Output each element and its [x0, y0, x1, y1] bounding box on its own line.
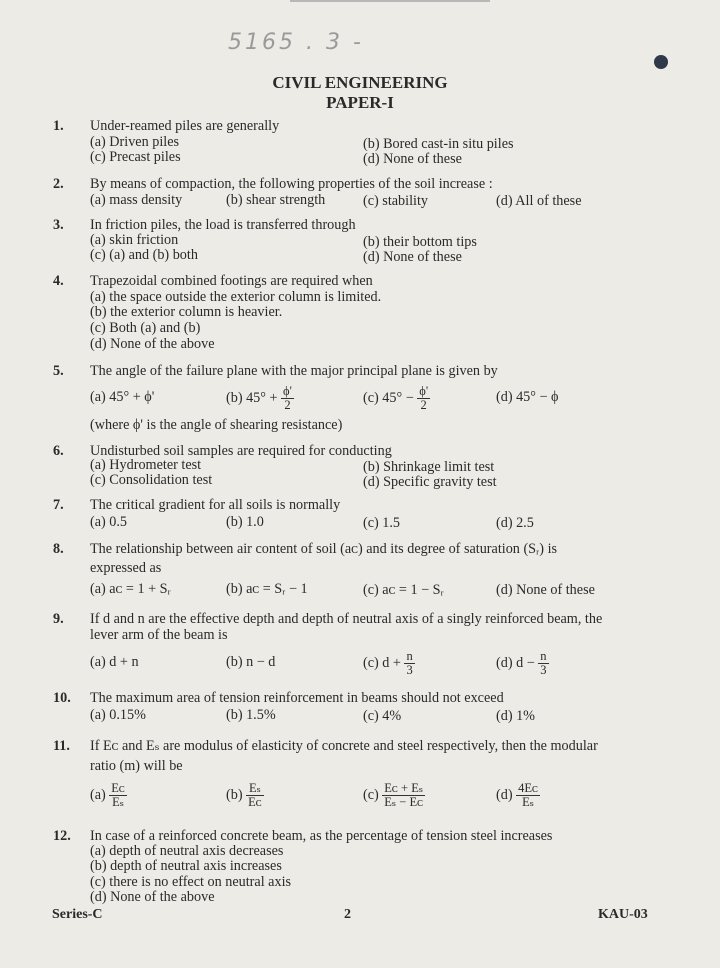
option-d: (d) None of these	[363, 249, 462, 265]
option-label: (d)	[496, 787, 513, 803]
option-b: (b) depth of neutral axis increases	[90, 858, 282, 874]
option-c: (c) 1.5	[363, 515, 401, 531]
page-title: CIVIL ENGINEERING	[272, 73, 448, 92]
fraction-denominator: Eₛ − Eᴄ	[384, 795, 424, 810]
option-b: (b) aᴄ = Sᵣ − 1	[226, 581, 308, 597]
question-number: 2.	[53, 176, 64, 192]
option-d: (d) None of these	[496, 582, 595, 598]
option-d: (d) Specific gravity test	[363, 474, 497, 490]
option-b: (b) Shrinkage limit test	[363, 459, 495, 475]
option-label: (a)	[90, 787, 106, 803]
fraction-numerator: ϕ'	[419, 384, 429, 399]
option-c	[363, 780, 425, 810]
option-d: (d) All of these	[496, 193, 582, 209]
option-a	[90, 780, 127, 810]
question-number: 8.	[53, 541, 64, 557]
question-stem: In friction piles, the load is transferred through	[90, 217, 356, 233]
fraction-denominator: 2	[284, 398, 291, 413]
fraction-denominator: Eᴄ	[248, 795, 262, 810]
fraction	[417, 385, 430, 412]
option-c	[363, 648, 415, 678]
option-a: (a) Driven piles	[90, 134, 180, 150]
option-a: (a) depth of neutral axis decreases	[90, 843, 284, 859]
option-b: (b) 1.5%	[226, 707, 276, 723]
question-stem-continued: ratio (m) will be	[90, 758, 183, 774]
option-c: (c) Precast piles	[90, 149, 181, 165]
question-stem: Trapezoidal combined footings are required when	[90, 273, 373, 289]
handwritten-note: 5165 . 3 -	[228, 30, 364, 55]
option-b	[226, 383, 294, 413]
fraction-denominator: 2	[420, 398, 427, 413]
fraction-numerator: Eᴄ + Eₛ	[384, 781, 424, 796]
option-d: (d) 45° − ϕ	[496, 389, 559, 405]
option-b: (b) n − d	[226, 654, 276, 670]
option-label: (d) d −	[496, 655, 535, 671]
fraction-denominator: Eₛ	[112, 795, 125, 810]
fraction-numerator: 4Eᴄ	[518, 781, 538, 796]
fraction-denominator: 3	[406, 663, 413, 678]
fraction-numerator: n	[406, 649, 413, 664]
question-stem: The critical gradient for all soils is normally	[90, 497, 341, 513]
option-d: (d) None of the above	[90, 336, 215, 352]
option-a: (a) aᴄ = 1 + Sᵣ	[90, 581, 171, 597]
fraction	[281, 385, 294, 412]
question-stem: Under-reamed piles are generally	[90, 118, 280, 134]
fraction	[382, 782, 425, 809]
option-b	[226, 780, 264, 810]
option-d: (d) 2.5	[496, 515, 534, 531]
option-b: (b) the exterior column is heavier.	[90, 304, 283, 320]
option-label: (c) 45° −	[363, 390, 414, 406]
question-number: 3.	[53, 217, 64, 233]
option-a: (a) skin friction	[90, 232, 179, 248]
fraction-numerator: ϕ'	[283, 384, 292, 399]
option-c	[363, 383, 430, 413]
option-d	[496, 648, 549, 678]
option-d: (d) 1%	[496, 708, 536, 724]
option-label: (c)	[363, 787, 379, 803]
question-stem: If Eᴄ and Eₛ are modulus of elasticity of concrete and steel respectively, then the modular	[90, 738, 598, 754]
fraction-denominator: 3	[540, 663, 547, 678]
fraction-denominator: Eₛ	[522, 795, 534, 810]
question-stem: The relationship between air content of soil (aᴄ) and its degree of saturation (Sᵣ) is	[90, 541, 558, 557]
series-label: Series-C	[52, 907, 103, 922]
option-c: (c) (a) and (b) both	[90, 247, 198, 263]
option-b: (b) shear strength	[226, 192, 326, 208]
question-stem: Undisturbed soil samples are required for conducting	[90, 443, 392, 459]
question-stem-continued: lever arm of the beam is	[90, 627, 228, 643]
fraction-numerator: Eᴄ	[111, 781, 125, 796]
fraction	[246, 782, 264, 809]
question-number: 11.	[53, 738, 70, 754]
option-c: (c) Consolidation test	[90, 472, 213, 488]
question-stem: By means of compaction, the following properties of the soil increase :	[90, 176, 493, 192]
question-number: 4.	[53, 273, 64, 289]
option-c: (c) Both (a) and (b)	[90, 320, 201, 336]
option-b: (b) 1.0	[226, 514, 264, 530]
question-number: 1.	[53, 118, 64, 134]
question-note: (where ϕ' is the angle of shearing resistance)	[90, 417, 343, 433]
scan-edge-line	[290, 0, 490, 2]
option-c: (c) aᴄ = 1 − Sᵣ	[363, 582, 444, 598]
question-number: 7.	[53, 497, 64, 513]
fraction	[404, 650, 414, 677]
option-a: (a) mass density	[90, 192, 183, 208]
page-number: 2	[344, 907, 351, 922]
option-a: (a) the space outside the exterior column is limited.	[90, 289, 382, 305]
question-stem: In case of a reinforced concrete beam, as the percentage of tension steel increases	[90, 828, 553, 844]
option-d: (d) None of these	[363, 151, 462, 167]
question-number: 6.	[53, 443, 64, 459]
question-number: 9.	[53, 611, 64, 627]
question-number: 10.	[53, 690, 71, 706]
question-stem-continued: expressed as	[90, 560, 162, 576]
option-a: (a) 0.5	[90, 514, 128, 530]
option-d	[496, 780, 540, 810]
fraction	[109, 782, 127, 809]
fraction	[516, 782, 540, 809]
option-label: (b)	[226, 787, 243, 803]
question-number: 12.	[53, 828, 71, 844]
option-c: (c) 4%	[363, 708, 402, 724]
option-label: (b) 45° +	[226, 390, 278, 406]
option-c: (c) there is no effect on neutral axis	[90, 874, 292, 890]
option-label: (c) d +	[363, 655, 401, 671]
option-d: (d) None of the above	[90, 889, 215, 905]
paper-code: KAU-03	[598, 907, 648, 922]
question-stem: The maximum area of tension reinforcement in beams should not exceed	[90, 690, 504, 706]
option-b: (b) their bottom tips	[363, 234, 477, 250]
fraction	[538, 650, 548, 677]
page-subtitle: PAPER-I	[326, 93, 394, 112]
option-a: (a) Hydrometer test	[90, 457, 202, 473]
question-stem: If d and n are the effective depth and depth of neutral axis of a singly reinforced beam, the	[90, 611, 603, 627]
option-a: (a) 45° + ϕ'	[90, 389, 155, 405]
option-a: (a) 0.15%	[90, 707, 146, 723]
fraction-numerator: n	[540, 649, 547, 664]
question-number: 5.	[53, 363, 64, 379]
fraction-numerator: Eₛ	[246, 782, 264, 796]
option-b: (b) Bored cast-in situ piles	[363, 136, 514, 152]
punch-hole	[654, 55, 668, 69]
question-stem: The angle of the failure plane with the major principal plane is given by	[90, 363, 498, 379]
option-a: (a) d + n	[90, 654, 139, 670]
option-c: (c) stability	[363, 193, 429, 209]
